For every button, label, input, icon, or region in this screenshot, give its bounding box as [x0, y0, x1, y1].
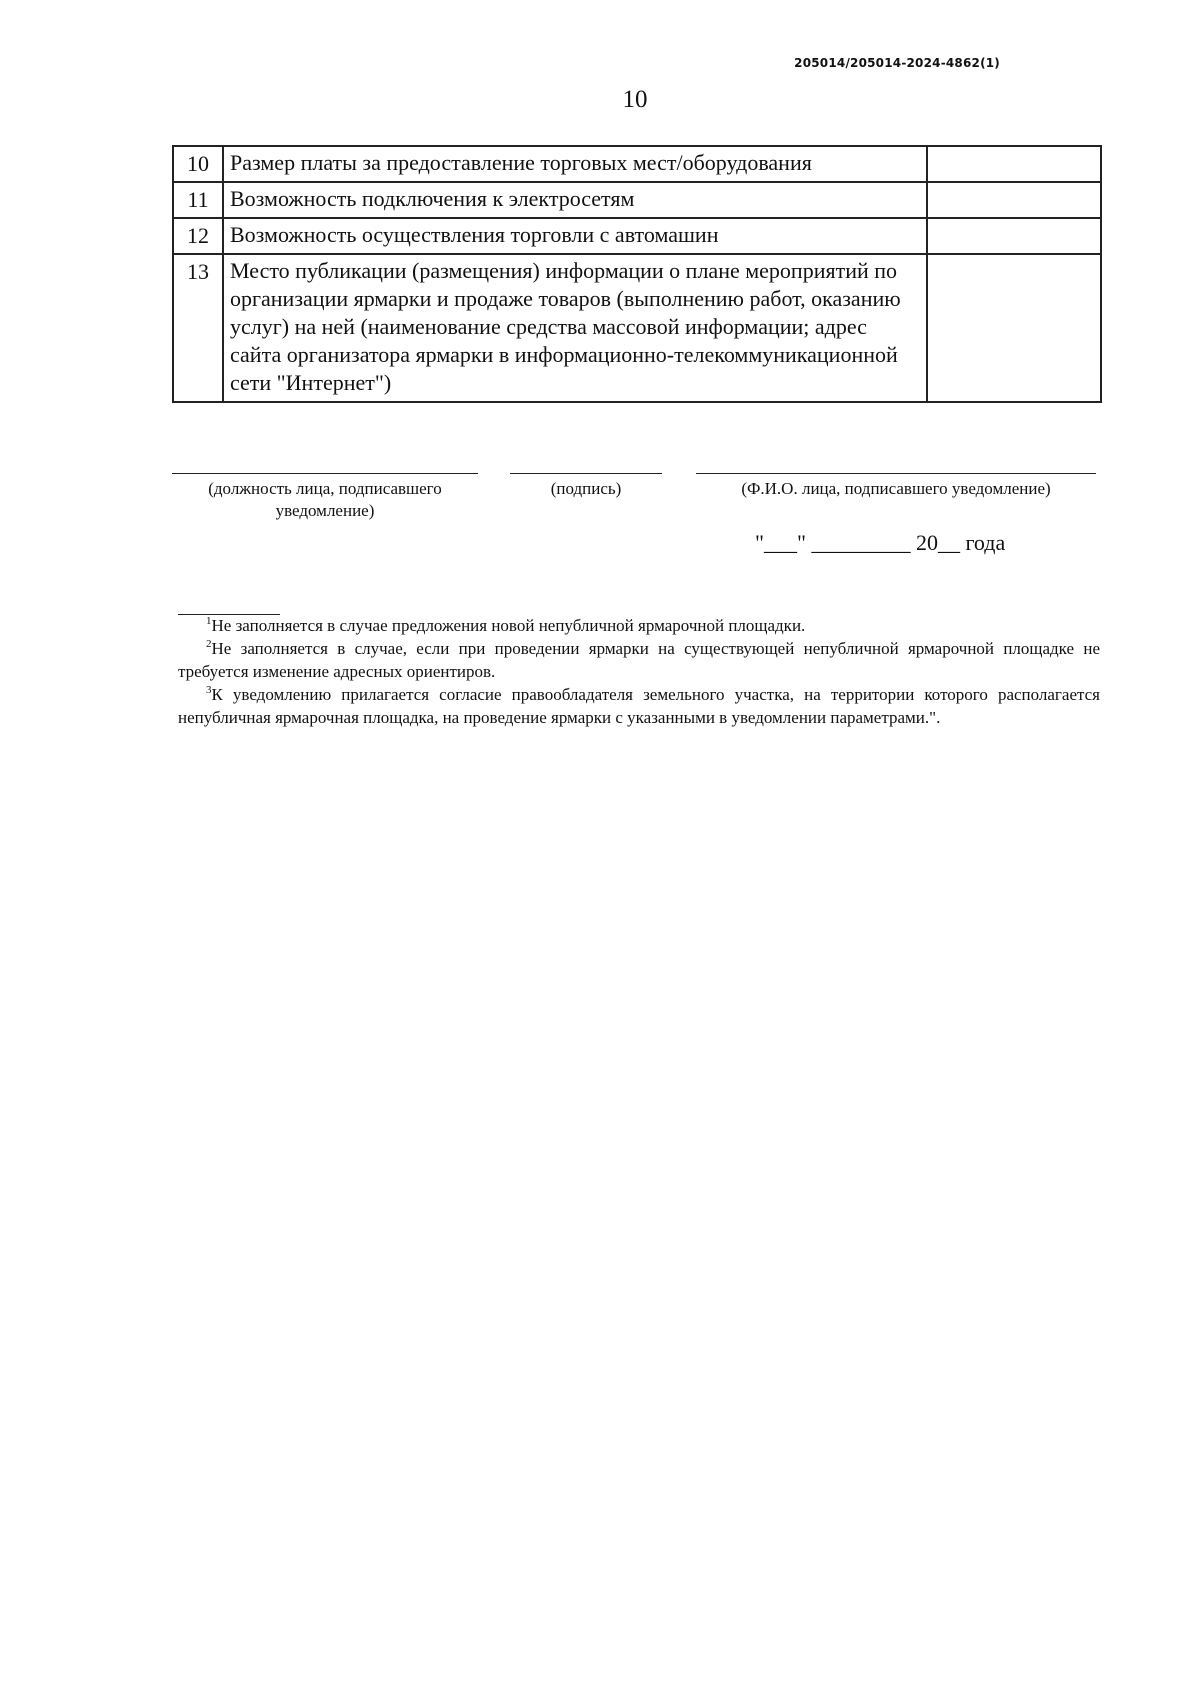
footnote: [178, 614, 1100, 637]
table-row: [173, 218, 1101, 254]
footnote-text: К уведомлению прилагается согласие правообладателя земельного участка, на территории которого располагается непубличная ярмарочная площадка, на проведение ярмарки с указанными в уведомлении параметрами.".: [178, 685, 1100, 727]
row-value: [927, 182, 1101, 218]
table-row: [173, 182, 1101, 218]
row-number: 10: [173, 146, 223, 182]
row-text: Возможность подключения к электросетям: [223, 182, 927, 218]
table-row: [173, 254, 1101, 402]
footnote: [178, 637, 1100, 683]
row-value: [927, 146, 1101, 182]
footnote-mark: 3: [206, 684, 212, 696]
row-text: Размер платы за предоставление торговых мест/оборудования: [223, 146, 927, 182]
name-signature-line: [696, 473, 1096, 474]
position-caption: (должность лица, подписавшего уведомление): [208, 479, 442, 520]
row-number: 11: [173, 182, 223, 218]
name-caption: (Ф.И.О. лица, подписавшего уведомление): [741, 479, 1051, 498]
row-number: 13: [173, 254, 223, 402]
footnote-text: Не заполняется в случае, если при проведении ярмарки на существующей непубличной ярмарочной площадке не требуется изменение адресных ориентиров.: [178, 639, 1100, 681]
row-number: 12: [173, 218, 223, 254]
footnote-mark: 2: [206, 638, 212, 650]
footnote-text: Не заполняется в случае предложения новой непубличной ярмарочной площадки.: [211, 616, 806, 635]
parameters-table: [172, 145, 1102, 403]
signature-caption: (подпись): [550, 479, 622, 498]
date-line: "___" _________ 20__ года: [755, 530, 1006, 555]
footnotes: [178, 614, 1100, 729]
row-value: [927, 254, 1101, 402]
document-id: 205014/205014-2024-4862(1): [794, 56, 1000, 70]
footnote: [178, 683, 1100, 729]
row-text: Место публикации (размещения) информации о плане мероприятий по организации ярмарки и продаже товаров (выполнению работ, оказанию услуг) на ней (наименование средства массовой информации; адрес сайта организатора ярмарки в информационно-телекоммуникационной сети "Интернет"): [223, 254, 927, 402]
signature-line: [510, 473, 662, 474]
row-value: [927, 218, 1101, 254]
footnote-mark: 1: [206, 615, 212, 627]
row-text: Возможность осуществления торговли с автомашин: [223, 218, 927, 254]
page-number: 10: [622, 86, 648, 113]
table-row: [173, 146, 1101, 182]
position-signature-line: [172, 473, 478, 474]
